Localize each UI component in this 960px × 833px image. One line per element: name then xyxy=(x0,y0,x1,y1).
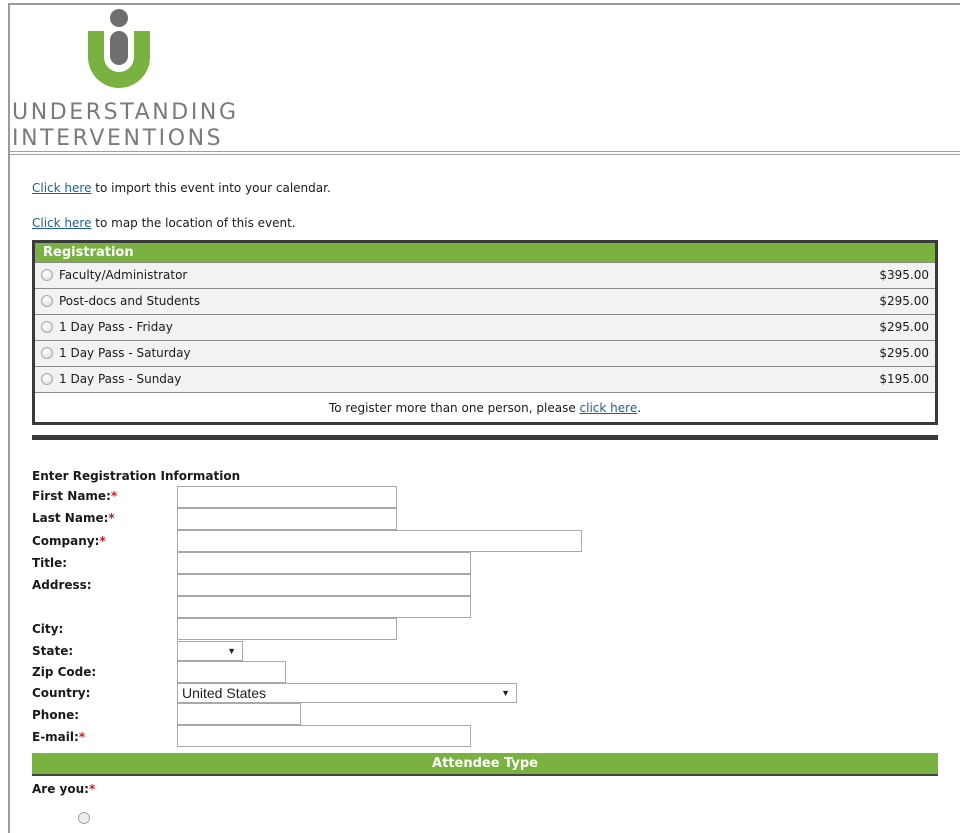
radio-button[interactable] xyxy=(41,269,53,281)
option-label: Post-docs and Students xyxy=(59,294,200,308)
registration-option[interactable] xyxy=(35,314,935,340)
header-divider xyxy=(10,151,960,155)
import-calendar-line xyxy=(32,181,331,195)
state-select[interactable] xyxy=(177,641,243,661)
import-calendar-text: to import this event into your calendar. xyxy=(91,181,331,195)
company-label: Company:* xyxy=(32,534,106,548)
company-field[interactable] xyxy=(177,530,582,552)
multi-register-note xyxy=(35,392,935,421)
multi-register-period: . xyxy=(637,401,642,415)
attendee-radio-button[interactable] xyxy=(78,812,90,824)
chevron-down-icon: ▼ xyxy=(227,646,236,656)
country-selected-value: United States xyxy=(182,685,267,701)
title-field[interactable] xyxy=(177,552,471,574)
site-header xyxy=(10,5,960,151)
required-marker: * xyxy=(110,489,118,503)
radio-button[interactable] xyxy=(41,347,53,359)
address-line1-field[interactable] xyxy=(177,574,471,596)
map-location-link[interactable]: Click here xyxy=(32,216,92,230)
title-label: Title: xyxy=(32,556,68,570)
radio-button[interactable] xyxy=(41,321,53,333)
section-divider xyxy=(32,435,938,440)
chevron-down-icon: ▼ xyxy=(501,688,510,698)
option-price: $295.00 xyxy=(879,294,929,308)
radio-button[interactable] xyxy=(41,295,53,307)
registration-option[interactable] xyxy=(35,366,935,392)
city-field[interactable] xyxy=(177,618,397,640)
required-marker: * xyxy=(88,782,96,796)
attendee-type-divider xyxy=(32,774,938,776)
state-label: State: xyxy=(32,644,74,658)
logo-text-line2: INTERVENTIONS xyxy=(12,126,224,151)
registration-option[interactable] xyxy=(35,288,935,314)
logo-text-line1: UNDERSTANDING xyxy=(12,100,239,125)
last-name-field[interactable] xyxy=(177,508,397,530)
option-label: Faculty/Administrator xyxy=(59,268,188,282)
option-price: $295.00 xyxy=(879,346,929,360)
email-field[interactable] xyxy=(177,725,471,747)
registration-box xyxy=(32,240,938,425)
multi-register-link[interactable]: click here xyxy=(579,401,638,415)
logo-icon xyxy=(86,7,152,93)
attendee-type-header: Attendee Type xyxy=(32,753,938,774)
required-marker: * xyxy=(78,730,86,744)
last-name-label: Last Name:* xyxy=(32,511,115,525)
country-label: Country: xyxy=(32,686,91,700)
are-you-label: Are you:* xyxy=(32,782,96,796)
option-label: 1 Day Pass - Friday xyxy=(59,320,173,334)
option-price: $195.00 xyxy=(879,372,929,386)
import-calendar-link[interactable]: Click here xyxy=(32,181,92,195)
address-line2-field[interactable] xyxy=(177,596,471,618)
address-label: Address: xyxy=(32,578,92,592)
phone-label: Phone: xyxy=(32,708,80,722)
radio-button[interactable] xyxy=(41,373,53,385)
multi-register-text: To register more than one person, please xyxy=(328,401,580,415)
zip-code-field[interactable] xyxy=(177,661,286,683)
city-label: City: xyxy=(32,622,64,636)
first-name-label: First Name:* xyxy=(32,489,118,503)
country-select[interactable] xyxy=(177,683,517,703)
registration-header: Registration xyxy=(35,243,935,262)
option-price: $395.00 xyxy=(879,268,929,282)
required-marker: * xyxy=(99,534,106,548)
option-price: $295.00 xyxy=(879,320,929,334)
registration-option[interactable] xyxy=(35,262,935,288)
zip-code-label: Zip Code: xyxy=(32,665,97,679)
first-name-field[interactable] xyxy=(177,486,397,508)
map-location-line xyxy=(32,216,296,230)
form-section-title: Enter Registration Information xyxy=(32,469,241,483)
email-label: E-mail:* xyxy=(32,730,86,744)
option-label: 1 Day Pass - Saturday xyxy=(59,346,191,360)
phone-field[interactable] xyxy=(177,703,301,725)
option-label: 1 Day Pass - Sunday xyxy=(59,372,182,386)
map-location-text: to map the location of this event. xyxy=(91,216,296,230)
registration-option[interactable] xyxy=(35,340,935,366)
required-marker: * xyxy=(108,511,115,525)
